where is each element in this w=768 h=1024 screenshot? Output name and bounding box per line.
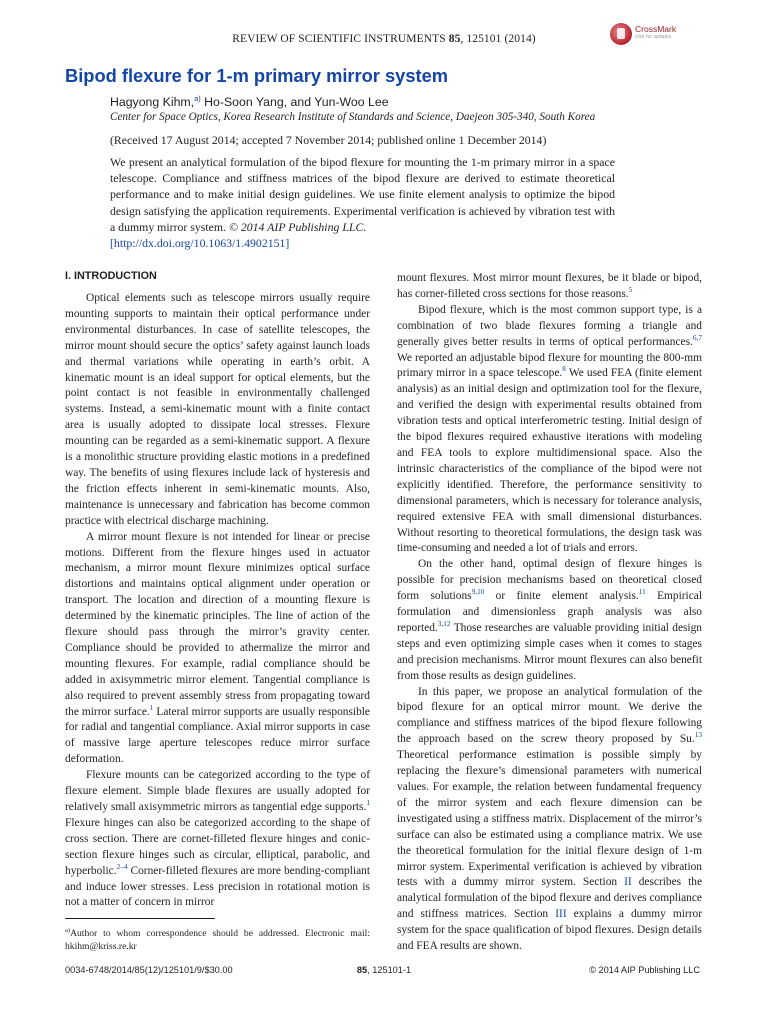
journal-name: REVIEW OF SCIENTIFIC INSTRUMENTS	[232, 33, 449, 45]
paragraph-text: describes the analytical formulation of the bipod flexure and derives compliance and stiffness matrices. Section	[397, 876, 702, 921]
paragraph-text: Those researches are valuable providing initial design steps and even optimizing simple cases when it comes to stages and precision mechanisms. Mirror mount flexures can also benefit from those results as design guidelines.	[397, 621, 702, 682]
paragraph-text: explains a dummy mirror system for the space qualification of bipod flexures. Design details and FEA results are shown.	[397, 908, 702, 953]
paragraph	[65, 530, 370, 769]
crossmark-badge[interactable]	[610, 22, 700, 48]
footer-copyright: © 2014 AIP Publishing LLC	[589, 965, 700, 975]
paragraph	[397, 271, 702, 303]
citation-ref[interactable]: 1	[366, 798, 370, 808]
journal-article-info: , 125101 (2014)	[460, 33, 536, 45]
author-footnote-mark[interactable]: a)	[194, 94, 201, 103]
citation-ref[interactable]: 3,12	[437, 619, 451, 629]
paragraph-text: Lateral mirror supports are usually responsible for radial and tangential compliance. Axial mirror supports in case of massive large aperture telescopes reduce mirror surface deformation.	[65, 705, 370, 766]
left-column	[65, 291, 370, 911]
footnote-divider	[65, 918, 215, 919]
crossmark-icon	[610, 23, 632, 45]
paragraph-text: We used FEA (finite element analysis) as an initial design and optimization tool for the flexure, and verified the design with experimental results obtained from vibration tests and optical interferometric testing. Initial design of the bipod flexures required exhaustive iterations with modeling and FEA tools to explore multidimensional space. Also the intrinsic characteristics of the compliance of the bipod were not explicitly identified. Therefore, the performance sensitivity to dimensional parameters, which is necessary for tolerance analysis, required extensive FEA with small dimensional disturbances. Without resorting to theoretical formulations, the design task was time-consuming and needed a lot of trials and errors.	[397, 367, 702, 555]
section-link-ii[interactable]: II	[624, 876, 632, 889]
citation-ref[interactable]: 9,10	[471, 587, 485, 597]
citation-ref[interactable]: 13	[694, 730, 702, 740]
paragraph-text: mount flexures. Most mirror mount flexures, be it blade or bipod, has corner-filleted cross sections for those reasons.	[397, 272, 702, 300]
paragraph-text: In this paper, we propose an analytical formulation of the bipod flexure for an optical mirror mount. We derive the compliance and stiffness matrices of the bipod flexure following the approach based on the screw theory proposed by Su.	[397, 685, 702, 746]
citation-ref[interactable]: 5	[628, 285, 633, 295]
paragraph	[397, 685, 702, 955]
citation-ref[interactable]: 11	[638, 587, 646, 597]
paragraph-text: Optical elements such as telescope mirrors usually require mounting supports to maintain their optical performance under environmental disturbances. In case of satellite telescopes, the mirror mount should secure the optics’ safety against launch loads and thermal variations while operating in earth’s orbit. A kinematic mount is an ideal support for optical elements, but the point contact is not feasible in environmentally challenged systems. Instead, a semi-kinematic mount with a finite contact area is usually adopted to dissipate local stresses. Flexure mounting can be regarded as a semi-kinematic support. A flexure is a monolithic structure providing elastic motions in a predefined way. The benefits of using flexures include lack of hysteresis and the friction effects inherent in semi-kinematic mounts. Also, maintenance is unnecessary and fabrication has become common practice with electrical discharge machining.	[65, 292, 370, 527]
publication-dates: (Received 17 August 2014; accepted 7 November 2014; published online 1 December 2014)	[110, 133, 547, 147]
paragraph-text: Bipod flexure, which is the most common support type, is a combination of two blade flexures forming a triangle and generally gives better results in terms of optical performances.	[397, 303, 702, 348]
paragraph-text: or finite element analysis.	[484, 590, 639, 603]
citation-ref[interactable]: 6,7	[692, 332, 702, 342]
section-link-iii[interactable]: III	[555, 908, 567, 921]
footer-issn: 0034-6748/2014/85(12)/125101/9/$30.00	[65, 965, 233, 975]
paragraph	[65, 768, 370, 911]
paragraph-text: A mirror mount flexure is not intended for linear or precise motions. Different from the flexure hinges used in actuator mechanism, a mirror mount flexure minimizes optical surface distortions and maintains optical alignment under operation or transport. The location and direction of a mounting flexure is determined by the kinematic principles. The line of action of the flexure should pass through the mirror’s gravity center. Compliance should be provided to athermalize the mirror and mounting flexures. For example, radial compliance should be added in axisymmetric mirror element. Tangential compliance is also required to prevent assembly stress from propagating toward the mirror surface.	[65, 530, 370, 718]
journal-volume: 85	[448, 33, 461, 45]
paragraph-text: Empirical formulation and dimensionless graph analysis was also reported.	[397, 590, 702, 634]
citation-ref[interactable]: 1	[149, 702, 154, 712]
paragraph-text: Theoretical performance estimation is possible simply by replacing the flexure’s dimensional parameters with numerical values. For example, the relation between fundamental frequency of the mirror system and each flexure dimension can be investigated using a stiffness matrix. Displacement of the mirror’s surface can also be estimated using a compliance matrix. We use the theoretical formulation for the initial flexure design of 1-m mirror system. Experimental verification is achieved by vibration tests with a dummy mirror system. Section	[397, 749, 702, 889]
author-list	[110, 94, 389, 109]
footer-volume: 85	[356, 965, 368, 975]
right-column	[397, 271, 702, 955]
paragraph-text: We reported an adjustable bipod flexure for mounting the 800-mm primary mirror in a space telescope.	[397, 351, 702, 380]
footnote-text: Author to whom correspondence should be addressed. Electronic mail: hkihm@kriss.re.kr	[65, 928, 370, 952]
footnote	[65, 925, 370, 953]
crossmark-label: CrossMark	[635, 24, 677, 34]
paragraph-text: Flexure hinges can also be categorized according to the shape of cross section. There are cornet-filleted flexure hinges and conic-section flexure hinges such as circular, elliptical, parabolic, and hyperbolic.	[65, 816, 370, 877]
abstract-text: We present an analytical formulation of the bipod flexure for mounting the 1-m primary mirror in a space telescope. Compliance and stiffness matrices of the bipod flexure are derived to estimate theoretical performance and to make initial design guidelines. We use finite element analysis to optimize the bipod design satisfying the application requirements. Experimental verification is achieved by vibration test with a dummy mirror system.	[110, 155, 615, 234]
coauthors: Ho-Soon Yang, and Yun-Woo Lee	[200, 95, 389, 110]
section-heading-introduction: I. INTRODUCTION	[65, 270, 157, 282]
doi-link[interactable]: [http://dx.doi.org/10.1063/1.4902151]	[110, 236, 290, 251]
abstract-copyright: © 2014 AIP Publishing LLC.	[228, 219, 367, 234]
author-kihm: Hagyong Kihm,	[110, 95, 195, 110]
citation-ref[interactable]: 2–4	[116, 861, 128, 871]
paragraph	[397, 303, 702, 558]
crossmark-sublabel: click for updates	[635, 34, 672, 40]
footer-page: , 125101-1	[367, 965, 412, 975]
affiliation: Center for Space Optics, Korea Research Institute of Standards and Science, Daejeon 305-340, South Korea	[110, 111, 596, 123]
paragraph-text: Flexure mounts can be categorized according to the type of flexure element. Simple blade flexures are usually adopted for relatively small axisymmetric mirrors as tangential edge supports.	[65, 769, 370, 813]
paragraph	[397, 557, 702, 684]
paragraph-text: On the other hand, optimal design of flexure hinges is possible for precision mechanisms based on theoretical closed form solutions	[397, 558, 702, 603]
paragraph-text: Corner-filleted flexures are more bending-compliant and induce lower stresses. Less precision in rotational motion is not a matter of concern in mirror	[65, 864, 370, 909]
citation-ref[interactable]: 8	[562, 364, 566, 374]
abstract	[110, 154, 615, 251]
paragraph	[65, 291, 370, 530]
article-title: Bipod flexure for 1-m primary mirror system	[65, 65, 449, 86]
footnote-mark: a)	[65, 927, 71, 934]
